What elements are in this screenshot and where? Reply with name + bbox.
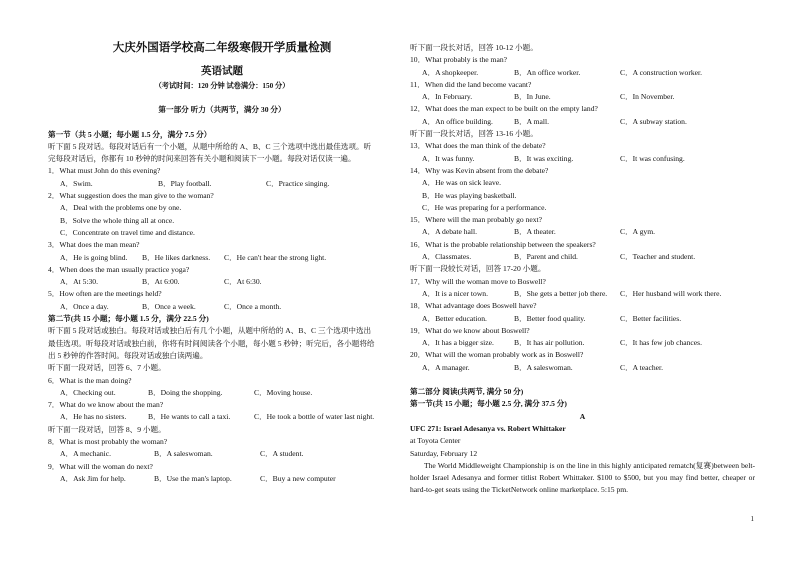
question-1: 1．What must John do this evening? xyxy=(48,166,161,176)
part2-section1-heading: 第一节(共 15 小题；每小题 2.5 分, 满分 37.5 分) xyxy=(410,399,567,409)
option: A．Checking out. xyxy=(60,387,116,397)
question-10: 10．What probably is the man? xyxy=(410,55,508,65)
option: C．Moving house. xyxy=(254,387,313,397)
option: B．Solve the whole thing all at once. xyxy=(60,215,175,225)
section2-instruction-line: 听下面 5 段对话或独白。每段对话或独白后有几个小题，从题中所给的 A、B、C 三个选项中选出 xyxy=(48,326,372,336)
option: C．It has few job chances. xyxy=(620,338,703,348)
event-paragraph: The World Middleweight Championship is on the line in this highly anticipated rematch(复赛)between belt-holder Israel Adesanya and former titlist Robert Whittaker. $100 to $500, but you may find better, cheaper or hard-to-get seats using the TicketNetwork online marketplace. 5:15 pm. xyxy=(410,460,755,495)
question-15: 15．Where will the man probably go next? xyxy=(410,215,543,225)
option: B．A saleswoman. xyxy=(154,449,213,459)
part2-heading: 第二部分 阅读(共两节, 满分 50 分) xyxy=(410,387,524,397)
options-7 xyxy=(48,411,396,423)
passage-intro: 听下面一段对话，回答 8、9 小题。 xyxy=(48,424,166,434)
question-17: 17．Why will the woman move to Boswell? xyxy=(410,276,546,286)
question-2: 2．What suggestion does the man give to the woman? xyxy=(48,191,214,201)
option: C．Practice singing. xyxy=(266,178,330,188)
question-19: 19．What do we know about Boswell? xyxy=(410,325,530,335)
option: B．A saleswoman. xyxy=(514,362,573,372)
question-11: 11．When did the land become vacant? xyxy=(410,79,532,89)
section2-instruction-line: 最佳选项。听每段对话或独白前，你将有时间阅读各个小题，每小题 5 秒钟；听完后，各小题将给 xyxy=(48,338,375,348)
options-8 xyxy=(48,448,396,460)
option: B．Doing the shopping. xyxy=(148,387,223,397)
question-5: 5．How often are the meetings held? xyxy=(48,289,162,299)
option: B．It was exciting. xyxy=(514,153,574,163)
option: C．He can't hear the strong light. xyxy=(224,252,327,262)
option: C．A student. xyxy=(260,449,304,459)
page-number: 1 xyxy=(750,515,754,523)
option: A．It has a bigger size. xyxy=(422,338,494,348)
option: C．A gym. xyxy=(620,227,656,237)
option: A．He was on sick leave. xyxy=(422,178,502,188)
exam-title: 大庆外国语学校高二年级寒假开学质量检测 xyxy=(112,42,332,54)
options-17 xyxy=(410,288,755,300)
options-19 xyxy=(410,337,755,349)
question-8: 8．What is most probably the woman? xyxy=(48,437,168,447)
question-3: 3．What does the man mean? xyxy=(48,240,140,250)
event-title: UFC 271: Israel Adesanya vs. Robert Whittaker xyxy=(410,423,566,433)
subject-title: 英语试题 xyxy=(201,66,243,77)
option: A．Classmates. xyxy=(422,252,472,262)
options-16 xyxy=(410,251,755,263)
question-12: 12．What does the man expect to be built on the empty land? xyxy=(410,104,598,114)
section2-heading: 第二节(共 15 小题；每小题 1.5 分，满分 22.5 分) xyxy=(48,314,209,324)
section1-heading: 第一节（共 5 小题；每小题 1.5 分，满分 7.5 分） xyxy=(48,129,212,139)
options-18 xyxy=(410,313,755,325)
option: B．She gets a better job there. xyxy=(514,288,608,298)
option: A．He has no sisters. xyxy=(60,412,127,422)
option: B．It has air pollution. xyxy=(514,338,585,348)
option: C．He took a bottle of water last night. xyxy=(254,412,375,422)
question-6: 6．What is the man doing? xyxy=(48,375,132,385)
question-14: 14．Why was Kevin absent from the debate? xyxy=(410,165,549,175)
option: A．In February. xyxy=(422,92,473,102)
option: C．He was preparing for a performance. xyxy=(422,202,547,212)
question-13: 13．What does the man think of the debate? xyxy=(410,141,546,151)
option: C．Concentrate on travel time and distance. xyxy=(60,227,195,237)
option: C．At 6:30. xyxy=(224,277,262,287)
section2-instruction-line: 出 5 秒钟的作答时间。每段对话或独白读两遍。 xyxy=(48,350,208,360)
option: C．Buy a new computer xyxy=(260,473,336,483)
option: A．A mechanic. xyxy=(60,449,112,459)
option: A．A debate hall. xyxy=(422,227,478,237)
option: C．A construction worker. xyxy=(620,67,703,77)
option: A．An office building. xyxy=(422,116,493,126)
option: A．He is going blind. xyxy=(60,252,128,262)
option: A．Swim. xyxy=(60,178,93,188)
question-16: 16．What is the probable relationship between the speakers? xyxy=(410,239,596,249)
option: C．In November. xyxy=(620,92,675,102)
option: A．Deal with the problems one by one. xyxy=(60,203,182,213)
option: C．A subway station. xyxy=(620,116,687,126)
option: A．Once a day. xyxy=(60,301,109,311)
option: B．Use the man's laptop. xyxy=(154,473,232,483)
option: C．Teacher and student. xyxy=(620,252,696,262)
option: B．An office worker. xyxy=(514,67,581,77)
option: B．At 6:00. xyxy=(142,277,180,287)
option: B．He wants to call a taxi. xyxy=(148,412,231,422)
option: A．It is a nicer town. xyxy=(422,288,489,298)
options-1 xyxy=(48,178,396,190)
option: A．A manager. xyxy=(422,362,470,372)
event-date: Saturday, February 12 xyxy=(410,448,478,458)
option: B．A mall. xyxy=(514,116,550,126)
option: B．Better food quality. xyxy=(514,313,586,323)
option: C．Her husband will work there. xyxy=(620,288,722,298)
option: C．A teacher. xyxy=(620,362,664,372)
section1-instruction-line: 完每段对话后，你都有 10 秒钟的时间来回答有关小题和阅读下一小题。每段对话仅读一遍。 xyxy=(48,154,356,164)
section1-instruction-line: 听下面 5 段对话。每段对话后有一个小题，从题中所给的 A、B、C 三个选项中选出最佳选项。听 xyxy=(48,141,372,151)
option: B．Parent and child. xyxy=(514,252,578,262)
passage-intro: 听下面一段对话，回答 6、7 小题。 xyxy=(48,363,166,373)
event-venue: at Toyota Center xyxy=(410,436,461,446)
options-9 xyxy=(48,473,396,485)
option: A．At 5:30. xyxy=(60,277,98,287)
options-10 xyxy=(410,67,755,79)
right-column xyxy=(410,0,755,497)
left-column xyxy=(48,0,396,485)
passage-intro: 听下面一段长对话，回答 13-16 小题。 xyxy=(410,129,538,139)
question-18: 18．What advantage does Boswell have? xyxy=(410,301,537,311)
question-4: 4．When does the man usually practice yoga? xyxy=(48,264,190,274)
options-13 xyxy=(410,153,755,165)
options-12 xyxy=(410,116,755,128)
options-4 xyxy=(48,276,396,288)
passage-intro: 听下面一段长对话，回答 10-12 小题。 xyxy=(410,43,538,52)
option: B．In June. xyxy=(514,92,551,102)
passage-letter: A xyxy=(579,411,586,421)
option: B．Once a week. xyxy=(142,301,196,311)
options-20 xyxy=(410,362,755,374)
option: B．He likes darkness. xyxy=(142,252,211,262)
option: C．Once a month. xyxy=(224,301,282,311)
question-20: 20．What will the woman probably work as in Boswell? xyxy=(410,350,584,360)
exam-info: （考试时间：120 分钟 试卷满分：150 分） xyxy=(154,82,290,90)
options-11 xyxy=(410,91,755,103)
option: C．It was confusing. xyxy=(620,153,685,163)
option: A．Ask Jim for help. xyxy=(60,473,126,483)
option: A．A shopkeeper. xyxy=(422,67,479,77)
question-7: 7．What do we know about the man? xyxy=(48,400,164,410)
option: B．Play football. xyxy=(158,178,212,188)
question-9: 9．What will the woman do next? xyxy=(48,461,153,471)
options-5 xyxy=(48,301,396,313)
part1-heading: 第一部分 听力（共两节，满分 30 分） xyxy=(158,105,286,115)
option: A．Better education. xyxy=(422,313,487,323)
options-15 xyxy=(410,226,755,238)
option: B．A theater. xyxy=(514,227,556,237)
option: B．He was playing basketball. xyxy=(422,190,517,200)
options-3 xyxy=(48,252,396,264)
option: C．Better facilities. xyxy=(620,313,682,323)
option: A．It was funny. xyxy=(422,153,475,163)
options-6 xyxy=(48,387,396,399)
passage-intro: 听下面一段较长对话，回答 17-20 小题。 xyxy=(410,264,546,274)
